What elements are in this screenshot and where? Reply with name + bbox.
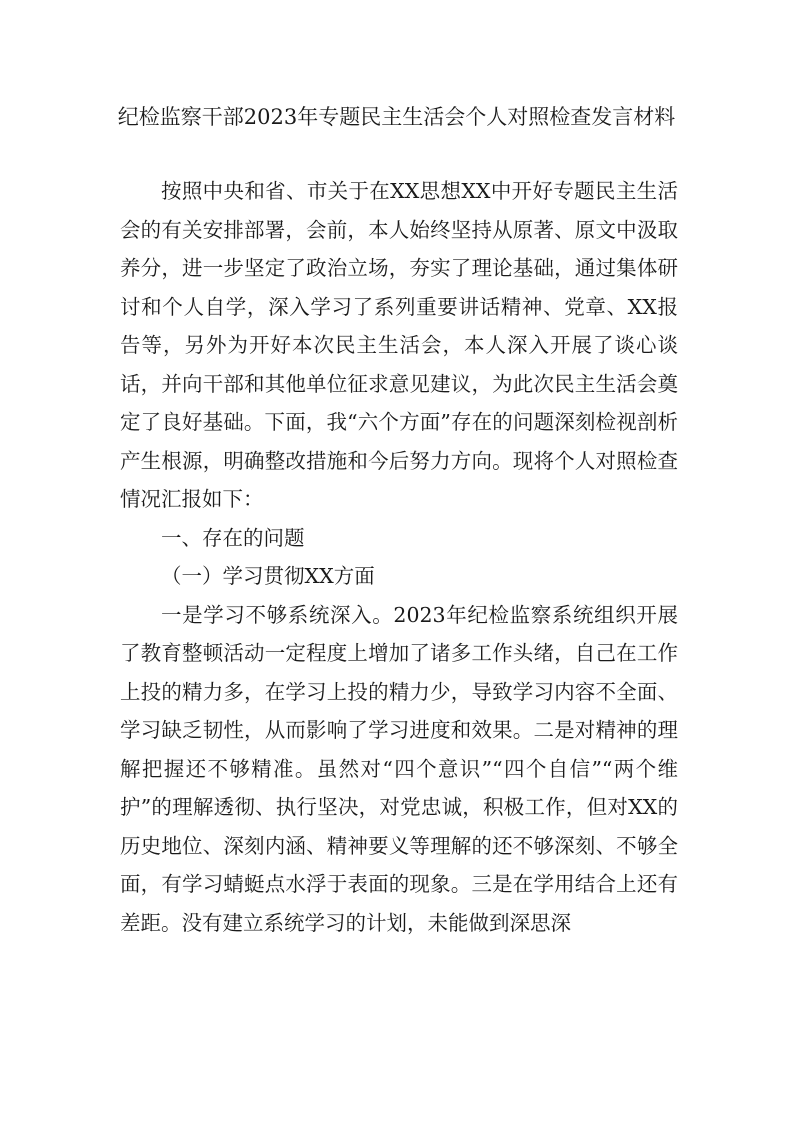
- section-heading-problems: 一、存在的问题: [161, 525, 305, 550]
- intro-paragraph: 按照中央和省、市关于在XX思想XX中开好专题民主生活会的有关安排部署，会前，本人始终坚持从原著、原文中汲取养分，进一步坚定了政治立场，夯实了理论基础，通过集体研讨和个人自学，深入学习了系列重要讲话精神、党章、XX报告等，另外为开好本次民主生活会，本人深入开展了谈心谈话，并向干部和其他单位征求意见建议，为此次民主生活会奠定了良好基础。下面，我“六个方面”存在的问题深刻检视剖析产生根源，明确整改措施和今后努力方向。现将个人对照检查情况汇报如下：: [120, 179, 678, 511]
- document-body: [120, 172, 678, 942]
- subsection-heading-study: （一）学习贯彻XX方面: [161, 564, 375, 588]
- document-title: 纪检监察干部2023年专题民主生活会个人对照检查发言材料: [117, 105, 676, 129]
- problem-details-paragraph: 一是学习不够系统深入。2023年纪检监察系统组织开展了教育整顿活动一定程度上增加了诸多工作头绪，自己在工作上投的精力多，在学习上投的精力少，导致学习内容不全面、学习缺乏韧性，从而影响了学习进度和效果。二是对精神的理解把握还不够精准。虽然对“四个意识”“四个自信”“两个维护”的理解透彻、执行坚决，对党忠诚，积极工作，但对XX的历史地位、深刻内涵、精神要义等理解的还不够深刻、不够全面，有学习蜻蜓点水浮于表面的现象。三是在学用结合上还有差距。没有建立系统学习的计划，未能做到深思深: [120, 602, 678, 935]
